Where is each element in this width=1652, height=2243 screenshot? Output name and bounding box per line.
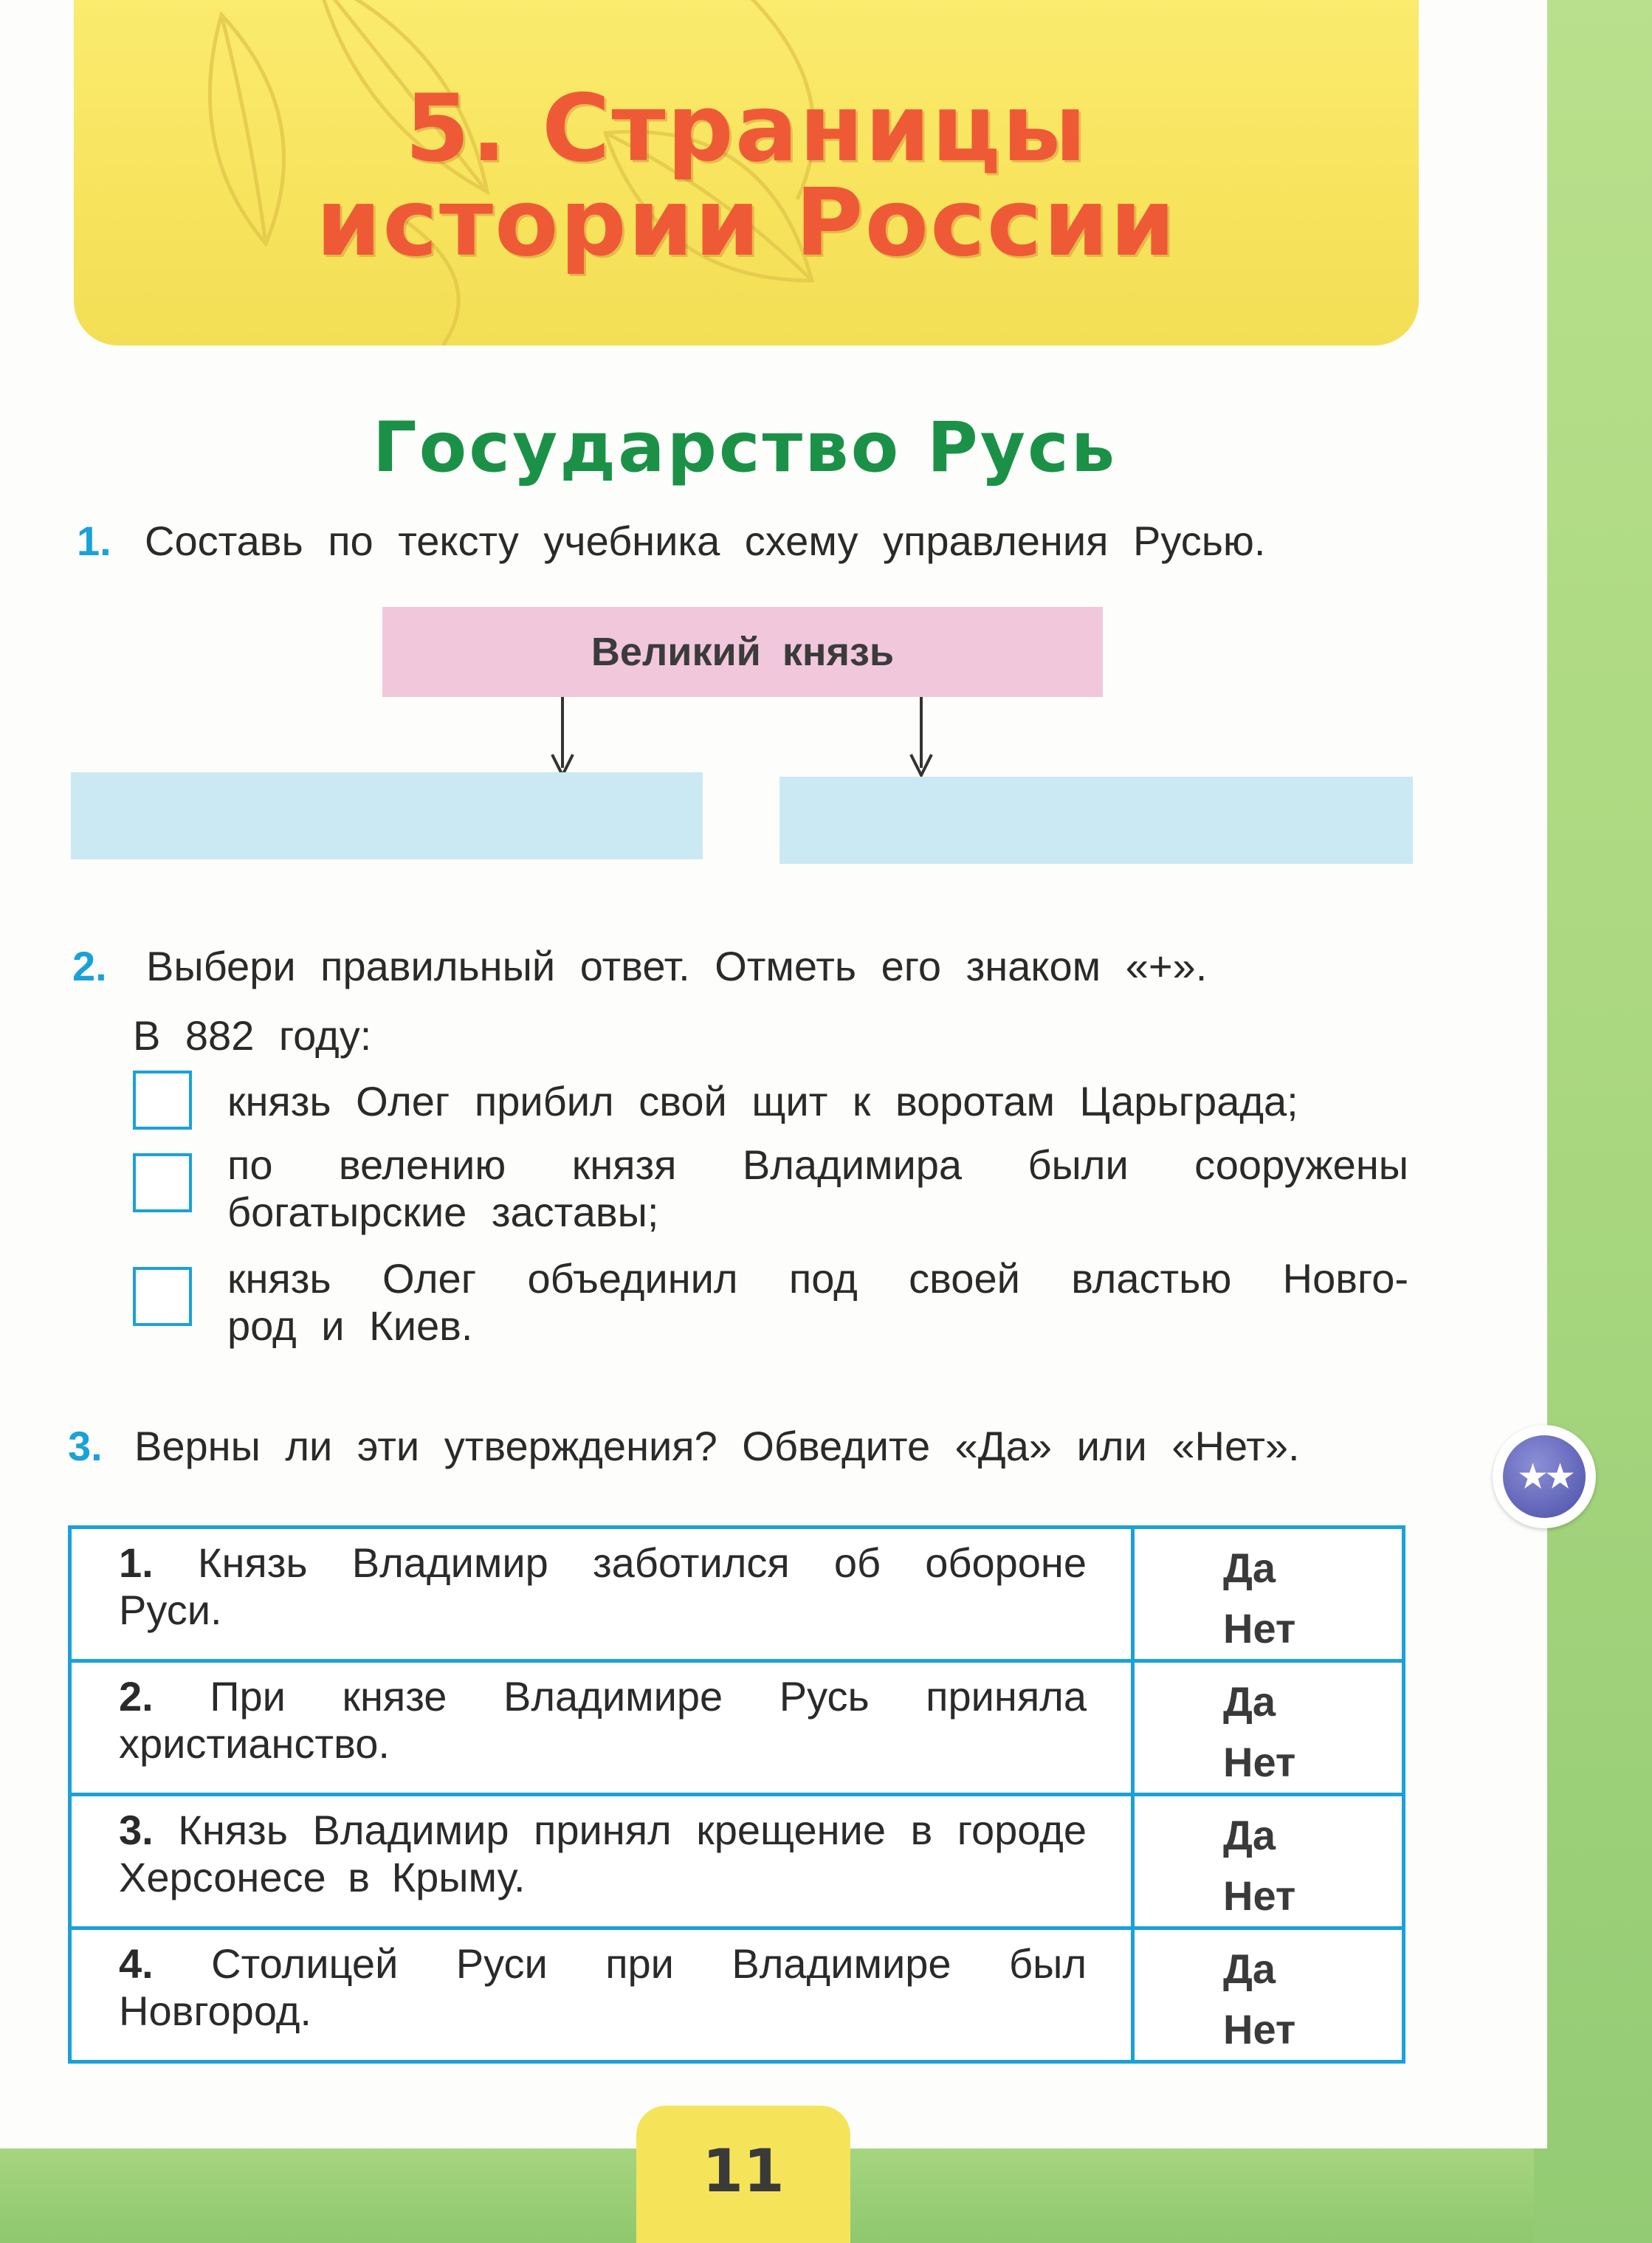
true-false-table (68, 1525, 1405, 2064)
no-option[interactable]: Нет (1223, 1872, 1296, 1919)
yes-option[interactable]: Да (1223, 1678, 1276, 1725)
yes-option[interactable]: Да (1223, 1812, 1276, 1858)
answer-cell (1133, 1661, 1404, 1795)
statement-cell: 4. Столицей Руси при Владимире был Новгород. (70, 1928, 1133, 2062)
yes-option[interactable]: Да (1223, 1945, 1276, 1992)
option-text: князь Олег прибил свой щит к воротам Царьграда; (227, 1078, 1298, 1124)
diagram-top-box: Великий князь (382, 607, 1103, 697)
section-title: Государство Русь (372, 408, 1118, 488)
option-checkbox[interactable] (133, 1071, 192, 1130)
statement-cell: 3. Князь Владимир принял крещение в городе Херсонесе в Крыму. (70, 1795, 1133, 1928)
no-option[interactable]: Нет (1223, 1605, 1296, 1652)
option-checkbox[interactable] (133, 1267, 192, 1326)
chapter-title-line2: истории России (315, 168, 1177, 277)
option-text: по велению князя Владимира были сооружены богатырские заставы; (227, 1141, 1408, 1235)
task1-text: Составь по тексту учебника схему управления Русью. (145, 518, 1266, 564)
answer-cell (1133, 1528, 1404, 1661)
answer-cell (1133, 1795, 1404, 1928)
chapter-title (74, 74, 1419, 277)
task2-lead: В 882 году: (133, 1012, 372, 1059)
table-row (70, 1795, 1404, 1928)
page-number: 11 (702, 2137, 785, 2205)
statement-cell: 2. При князе Владимире Русь приняла христианство. (70, 1661, 1133, 1795)
two-stars-icon: ★★ (1493, 1425, 1596, 1528)
arrow-down-icon (546, 697, 579, 778)
task3-text: Верны ли эти утверждения? Обведите «Да» или «Нет». (134, 1423, 1300, 1469)
yes-option[interactable]: Да (1223, 1545, 1276, 1591)
task3-number: 3. (68, 1423, 103, 1469)
no-option[interactable]: Нет (1223, 1739, 1296, 1785)
table-row (70, 1528, 1404, 1661)
task1-number: 1. (77, 518, 111, 564)
diagram-answer-box-left[interactable] (71, 772, 703, 859)
page-number-tab (636, 2106, 850, 2243)
page-edge-background (1534, 0, 1652, 2243)
chapter-title-line1: 5. Страницы (405, 74, 1088, 182)
answer-cell (1133, 1928, 1404, 2062)
no-option[interactable]: Нет (1223, 2006, 1296, 2053)
task2-number: 2. (72, 943, 107, 989)
table-row (70, 1661, 1404, 1795)
chapter-header (74, 0, 1419, 346)
table-row (70, 1928, 1404, 2062)
statement-cell: 1. Князь Владимир заботился об обороне Руси. (70, 1528, 1133, 1661)
diagram-answer-box-right[interactable] (779, 777, 1413, 864)
option-text: князь Олег объединил под своей властью Новго- род и Киев. (227, 1255, 1408, 1349)
task2-text: Выбери правильный ответ. Отметь его знаком «+». (146, 943, 1208, 989)
arrow-down-icon (905, 697, 937, 778)
option-checkbox[interactable] (133, 1153, 192, 1212)
